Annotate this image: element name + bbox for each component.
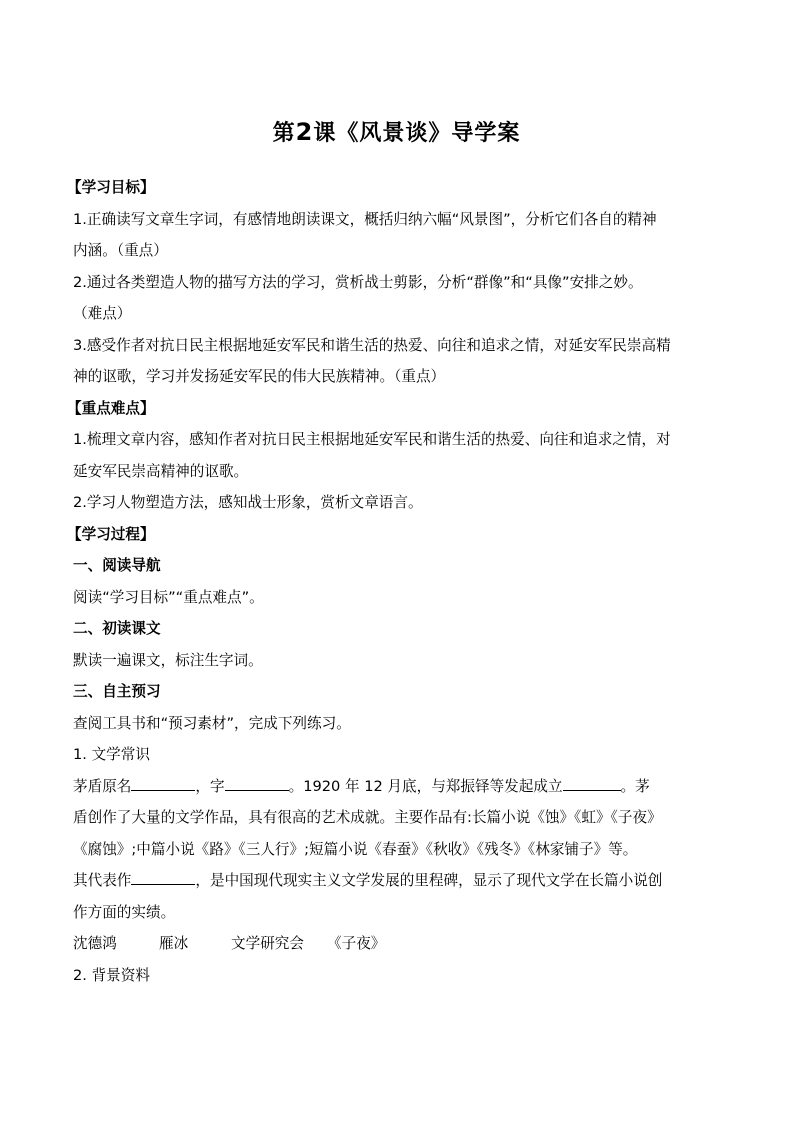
document-body [67,172,723,991]
answer-item: 文学研究会 [231,935,304,952]
item1-heading: 1. 文学常识 [73,746,150,763]
step3-text: 查阅工具书和“预习素材”，完成下列练习。 [73,714,351,732]
answer-blank[interactable] [131,870,195,885]
page-title [0,116,793,147]
para4-text-b: ，是中国现代现实主义文学发展的里程碑，显示了现代文学在长篇小说创 [195,872,663,889]
step1-heading: 一、阅读导航 [73,557,161,574]
para1-text-c: 。1920 年 12 月底，与郑振铎等发起成立 [288,777,563,795]
para1-text-b: ，字 [195,777,225,795]
paragraph-line: 盾创作了大量的文学作品，具有很高的艺术成就。主要作品有:长篇小说《蚀》《虹》《子夜》 [73,809,662,826]
key-points-heading: 【重点难点】 [67,399,155,417]
title-suffix: 课《风景谈》导学案 [313,121,521,146]
key-point-line: 2.学习人物塑造方法，感知战士形象，赏析文章语言。 [73,494,423,511]
para4-text-a: 其代表作 [73,872,132,889]
answer-item: 《子夜》 [327,935,386,952]
goal-line: 神的讴歌，学习并发扬延安军民的伟大民族精神。（重点） [73,368,446,385]
paragraph-line: 《腐蚀》;中篇小说《路》《三人行》;短篇小说《春蚕》《秋收》《残冬》《林家铺子》等。 [73,840,638,858]
answer-blank[interactable] [563,776,621,791]
key-point-line: 延安军民崇高精神的讴歌。 [73,462,249,480]
step1-text: 阅读“学习目标”“重点难点”。 [73,588,264,606]
answer-key [73,928,723,960]
goal-line: 2.通过各类塑造人物的描写方法的学习，赏析战士剪影，分析“群像”和“具像”安排之妙。 [73,273,643,291]
fill-paragraph-line [73,865,723,897]
answer-blank[interactable] [131,776,195,791]
goal-line: （难点） [73,305,132,322]
goals-heading: 【学习目标】 [67,179,155,196]
answer-item: 雁冰 [159,935,189,952]
answer-blank[interactable] [225,776,289,791]
paragraph-line: 作方面的实绩。 [73,903,176,921]
step2-text: 默读一遍课文，标注生字词。 [73,651,263,669]
title-number: 2 [295,118,314,146]
step3-heading: 三、自主预习 [73,683,161,700]
answer-item: 沈德鸿 [73,935,117,952]
title-prefix: 第 [272,121,296,146]
goal-line: 内涵。（重点） [73,242,168,259]
step2-heading: 二、初读课文 [73,620,161,637]
para1-text-a: 茅盾原名 [73,777,132,795]
goal-line: 1.正确读写文章生字词，有感情地朗读课文，概括归纳六幅“风景图”，分析它们各自的精神 [73,210,657,228]
process-heading: 【学习过程】 [67,525,155,543]
key-point-line: 1.梳理文章内容，感知作者对抗日民主根据地延安军民和谐生活的热爱、向往和追求之情，对 [73,431,671,448]
fill-paragraph-line [73,771,723,803]
para1-text-d: 。茅 [620,777,650,795]
item2-heading: 2. 背景资料 [73,966,150,984]
goal-line: 3.感受作者对抗日民主根据地延安军民和谐生活的热爱、向往和追求之情，对延安军民崇高精 [73,336,671,354]
